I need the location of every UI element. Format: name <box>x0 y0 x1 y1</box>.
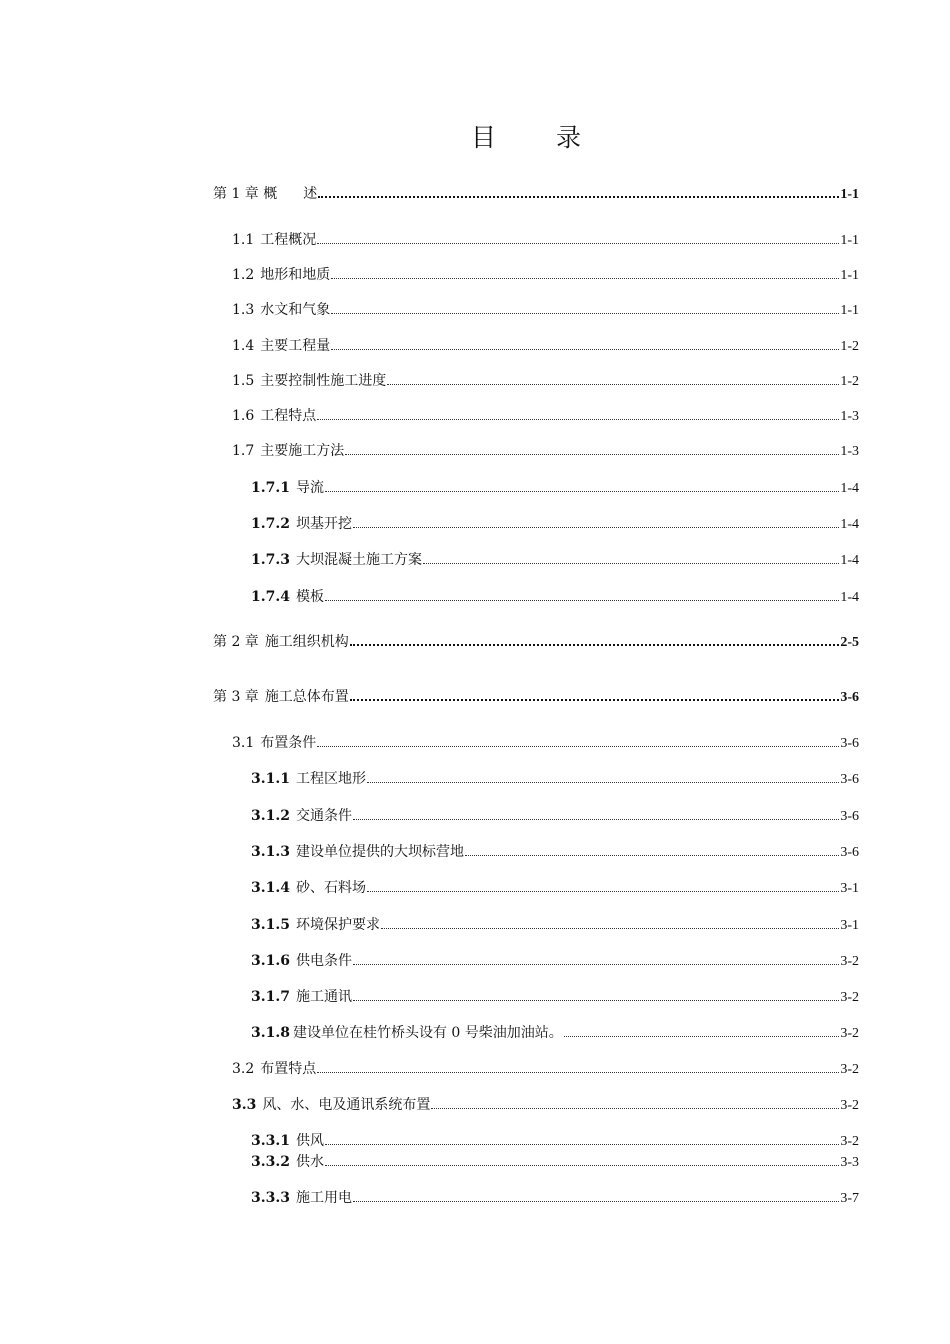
toc-entry-number: 3.1.5 <box>251 917 290 933</box>
dot-leader <box>353 1200 839 1202</box>
toc-entry-page: 3-1 <box>840 918 859 933</box>
dot-leader <box>423 562 839 564</box>
toc-entry-1-3[interactable] <box>232 299 859 319</box>
toc-entry-number: 第 3 章 <box>213 689 259 705</box>
toc-entry-page: 3-6 <box>840 845 859 860</box>
toc-entry-3-3-3[interactable] <box>251 1187 859 1207</box>
toc-entry-number: 1.7.4 <box>251 589 290 605</box>
dot-leader <box>350 643 840 646</box>
toc-entry-1-1[interactable] <box>232 229 859 249</box>
toc-entry-3-3-2[interactable] <box>251 1151 859 1171</box>
toc-entry-1-7-4[interactable] <box>251 586 859 606</box>
toc-entry-title: 施工组织机构 <box>264 634 349 650</box>
toc-entry-title: 供水 <box>295 1154 324 1170</box>
toc-entry-number: 3.1.1 <box>251 771 290 787</box>
toc-entry-1-7-1[interactable] <box>251 477 859 497</box>
toc-entry-page: 1-2 <box>840 339 859 354</box>
toc-entry-page: 3-6 <box>840 772 859 787</box>
dot-leader <box>431 1107 839 1109</box>
dot-leader <box>325 1164 839 1166</box>
toc-entry-page: 1-1 <box>840 187 859 202</box>
dot-leader <box>317 242 839 244</box>
toc-entry-1-4[interactable] <box>232 335 859 355</box>
toc-entry-page: 3-6 <box>840 736 859 751</box>
toc-entry-3-1[interactable] <box>232 732 859 752</box>
toc-entry-title: 砂、石料场 <box>295 880 366 896</box>
toc-entry-title: 坝基开挖 <box>295 516 352 532</box>
dot-leader <box>353 999 839 1001</box>
toc-entry-page: 3-2 <box>840 990 859 1005</box>
toc-entry-3-1-3[interactable] <box>251 841 859 861</box>
dot-leader <box>317 418 839 420</box>
toc-entry-number: 3.1.8 <box>251 1025 290 1041</box>
toc-entry-number: 3.3.1 <box>251 1133 290 1149</box>
toc-entry-page: 3-2 <box>840 1098 859 1113</box>
toc-entry-number: 1.7.1 <box>251 480 290 496</box>
toc-entry-title: 布置特点 <box>260 1061 317 1077</box>
toc-entry-page: 3-2 <box>840 1026 859 1041</box>
dot-leader <box>317 1071 839 1073</box>
toc-entry-title: 主要工程量 <box>260 338 331 354</box>
toc-entry-page: 3-2 <box>840 954 859 969</box>
toc-entry-1-7-3[interactable] <box>251 549 859 569</box>
toc-entry-number: 1.2 <box>232 267 255 283</box>
toc-entry-1-7[interactable] <box>232 440 859 460</box>
dot-leader <box>367 890 839 892</box>
toc-entry-title: 建设单位在桂竹桥头设有 0 号柴油加油站。 <box>292 1025 563 1041</box>
toc-entry-number: 1.1 <box>232 232 255 248</box>
toc-entry-page: 1-3 <box>840 409 859 424</box>
toc-entry-number: 1.3 <box>232 302 255 318</box>
toc-entry-page: 3-6 <box>840 809 859 824</box>
toc-entry-number: 1.5 <box>232 373 255 389</box>
toc-entry-title: 供电条件 <box>295 953 352 969</box>
toc-entry-number: 1.7.3 <box>251 552 290 568</box>
toc-entry-page: 1-4 <box>840 553 859 568</box>
toc-entry-page: 3-7 <box>840 1191 859 1206</box>
toc-entry-number: 1.7 <box>232 443 255 459</box>
toc-entry-page: 1-1 <box>840 268 859 283</box>
toc-entry-title: 环境保护要求 <box>295 917 380 933</box>
toc-entry-title: 地形和地质 <box>260 267 331 283</box>
toc-entry-title: 施工总体布置 <box>264 689 349 705</box>
toc-entry-page: 1-4 <box>840 590 859 605</box>
toc-entry-3-2[interactable] <box>232 1058 859 1078</box>
toc-entry-3-1-8[interactable] <box>251 1022 859 1042</box>
dot-leader <box>353 818 839 820</box>
toc-entry-page: 3-3 <box>840 1155 859 1170</box>
toc-entry-title: 施工通讯 <box>295 989 352 1005</box>
dot-leader <box>350 698 840 701</box>
toc-entry-1-5[interactable] <box>232 370 859 390</box>
dot-leader <box>353 963 839 965</box>
toc-entry-page: 3-1 <box>840 881 859 896</box>
toc-entry-1-7-2[interactable] <box>251 513 859 533</box>
toc-entry-3-1-7[interactable] <box>251 986 859 1006</box>
toc-entry-number: 3.1.4 <box>251 880 290 896</box>
dot-leader <box>465 854 839 856</box>
toc-entry-number: 3.1.7 <box>251 989 290 1005</box>
dot-leader <box>345 453 839 455</box>
toc-entry-title: 导流 <box>295 480 324 496</box>
toc-entry-title: 供风 <box>295 1133 324 1149</box>
toc-entry-number: 3.2 <box>232 1061 255 1077</box>
toc-entry-3-1-4[interactable] <box>251 877 859 897</box>
page-title: 目 录 <box>471 123 607 152</box>
toc-entry-number: 1.6 <box>232 408 255 424</box>
toc-entry-title: 主要控制性施工进度 <box>260 373 387 389</box>
toc-entry-page: 1-1 <box>840 303 859 318</box>
toc-entry-number: 3.1.6 <box>251 953 290 969</box>
toc-entry-number: 3.1 <box>232 735 255 751</box>
toc-entry-page: 3-2 <box>840 1134 859 1149</box>
toc-entry-title: 水文和气象 <box>260 302 331 318</box>
toc-entry-chapter-2[interactable] <box>213 631 859 651</box>
dot-leader <box>387 383 839 385</box>
dot-leader <box>331 277 839 279</box>
toc-entry-3-3[interactable] <box>232 1094 859 1114</box>
dot-leader <box>564 1035 840 1037</box>
toc-entry-number: 3.3 <box>232 1097 257 1113</box>
dot-leader <box>325 599 839 601</box>
toc-entry-number: 1.4 <box>232 338 255 354</box>
toc-entry-page: 2-5 <box>840 635 859 650</box>
toc-entry-3-3-1[interactable] <box>251 1130 859 1150</box>
toc-entry-3-1-5[interactable] <box>251 914 859 934</box>
toc-entry-chapter-1[interactable] <box>213 183 859 203</box>
dot-leader <box>367 781 839 783</box>
toc-entry-number: 3.1.3 <box>251 844 290 860</box>
toc-entry-3-1-2[interactable] <box>251 805 859 825</box>
dot-leader <box>317 745 839 747</box>
toc-entry-1-6[interactable] <box>232 405 859 425</box>
toc-entry-title: 工程区地形 <box>295 771 366 787</box>
toc-entry-page: 1-3 <box>840 444 859 459</box>
toc-entry-3-1-6[interactable] <box>251 950 859 970</box>
toc-entry-number: 3.3.2 <box>251 1154 290 1170</box>
toc-entry-title: 建设单位提供的大坝标营地 <box>295 844 464 860</box>
dot-leader <box>381 927 839 929</box>
toc-entry-number: 第 1 章 概 <box>213 186 278 202</box>
toc-entry-number: 3.1.2 <box>251 808 290 824</box>
dot-leader <box>331 312 839 314</box>
toc-entry-page: 1-4 <box>840 517 859 532</box>
toc-entry-title: 工程概况 <box>260 232 317 248</box>
toc-entry-title: 交通条件 <box>295 808 352 824</box>
toc-entry-chapter-3[interactable] <box>213 686 859 706</box>
toc-entry-title: 布置条件 <box>260 735 317 751</box>
dot-leader <box>353 526 839 528</box>
dot-leader <box>325 490 839 492</box>
toc-entry-page: 3-2 <box>840 1062 859 1077</box>
toc-entry-1-2[interactable] <box>232 264 859 284</box>
toc-entry-title: 主要施工方法 <box>260 443 345 459</box>
toc-entry-number: 3.3.3 <box>251 1190 290 1206</box>
toc-entry-page: 1-2 <box>840 374 859 389</box>
toc-entry-3-1-1[interactable] <box>251 768 859 788</box>
toc-entry-number: 1.7.2 <box>251 516 290 532</box>
toc-entry-number: 第 2 章 <box>213 634 259 650</box>
toc-entry-title: 述 <box>303 186 318 202</box>
toc-entry-title: 大坝混凝土施工方案 <box>295 552 422 568</box>
toc-entry-title: 工程特点 <box>260 408 317 424</box>
toc-entry-title: 风、水、电及通讯系统布置 <box>262 1097 431 1113</box>
toc-entry-page: 1-1 <box>840 233 859 248</box>
toc-entry-page: 3-6 <box>840 690 859 705</box>
dot-leader <box>325 1143 839 1145</box>
toc-entry-title: 施工用电 <box>295 1190 352 1206</box>
toc-entry-title: 模板 <box>295 589 324 605</box>
dot-leader <box>318 195 839 198</box>
dot-leader <box>331 348 839 350</box>
toc-entry-page: 1-4 <box>840 481 859 496</box>
